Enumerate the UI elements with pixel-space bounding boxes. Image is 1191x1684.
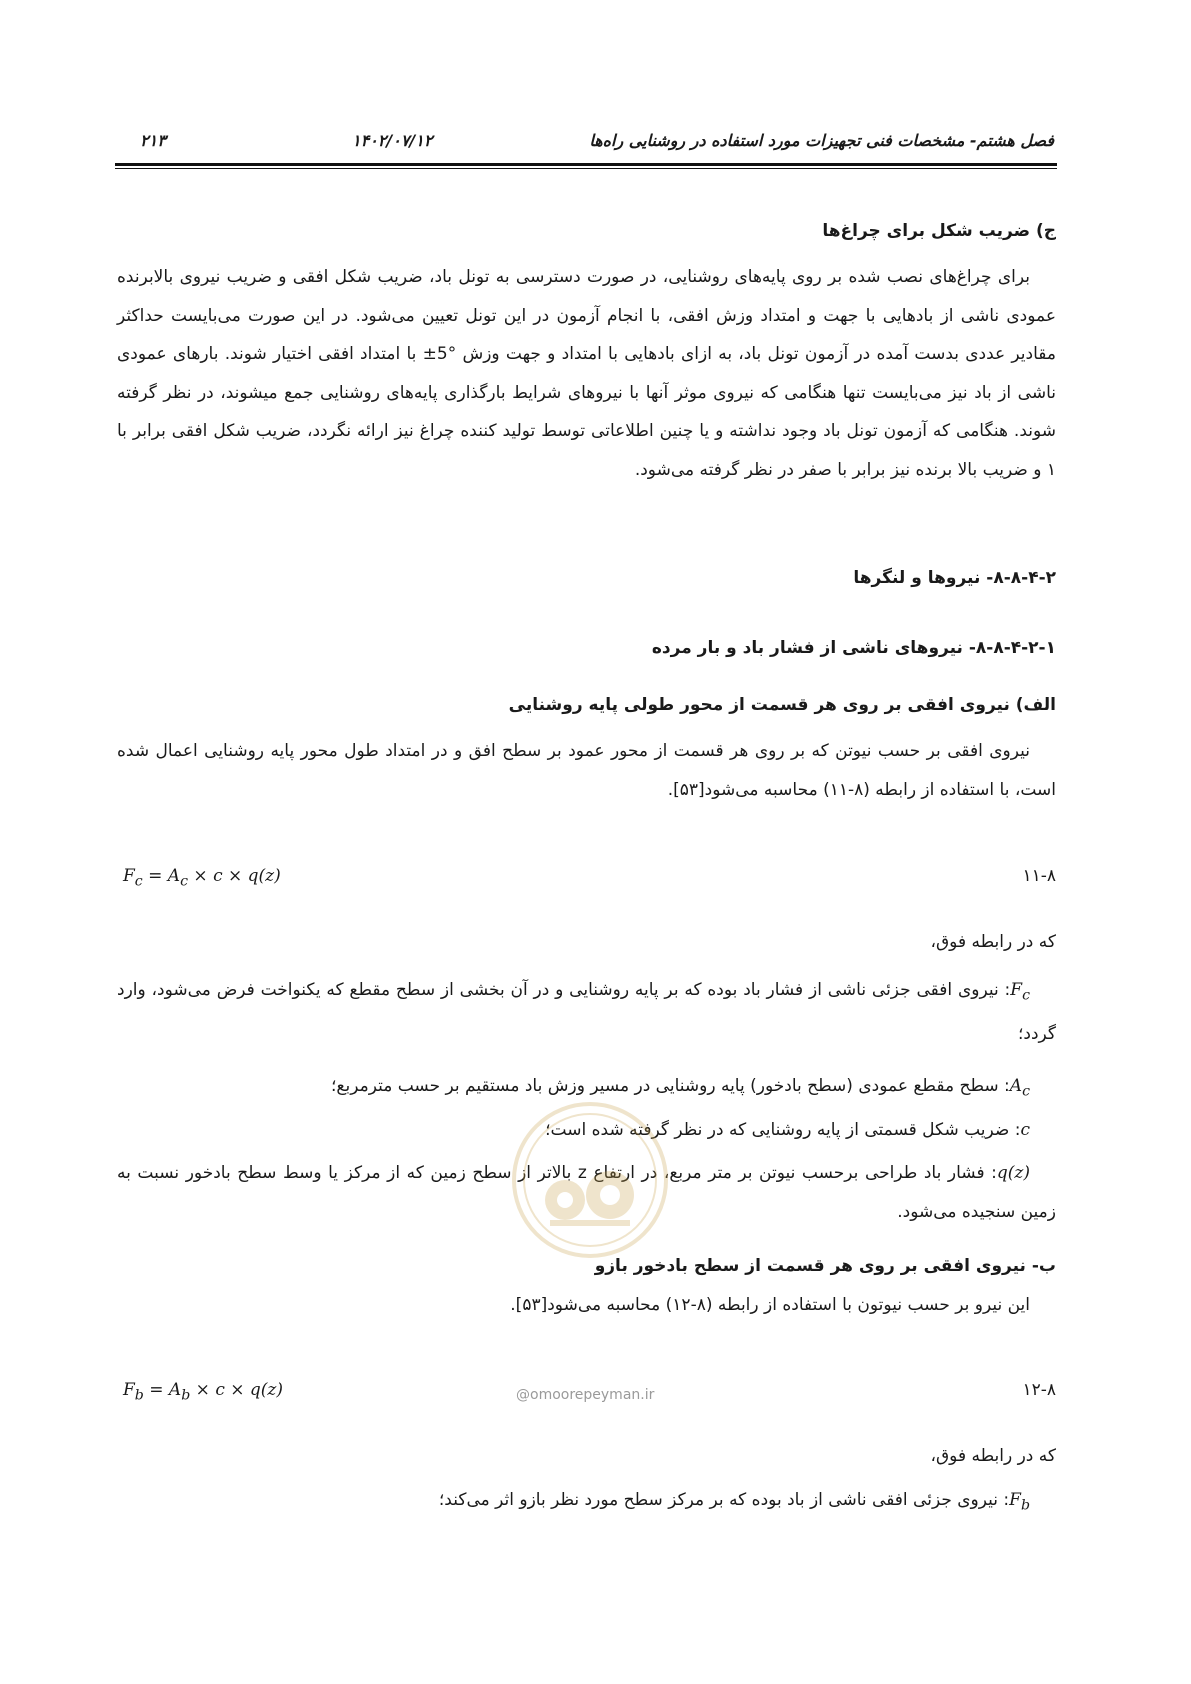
definition-fb [439,1490,1056,1513]
equation-11-area: A [167,866,181,886]
symbol-fb-sub: b [1020,1497,1030,1514]
equation-11-number: ۱۱-۸ [1022,866,1056,886]
part-a-paragraph: نیروی افقی بر حسب نیوتن که بر روی هر قسمت از محور عمود بر سطح افق و در امتداد طول محور پایه روشنایی اعمال شده است، با استفاده از رابطه (۸-۱۱) محاسبه می‌شود[۵۳]. [117,741,1056,800]
equation-11-area-sub: c [180,873,189,890]
equation-12-area-sub: b [181,1387,191,1404]
section-8-8-4-2-1-heading: ۸-۸-۴-۲-۱- نیروهای ناشی از فشار باد و بار مرده [651,638,1056,658]
definition-qz-text: : فشار باد طراحی برحسب نیوتن بر متر مربع، در ارتفاع z بالاتر از سطح زمین که از مرکز یا وسط سطح بادخور نسبت به زمین سنجیده می‌شود. [117,1163,1056,1222]
equation-11-8: $F_c = A_c \times c \times q(z)$ [123,866,281,890]
definition-c-text: : ضریب شکل قسمتی از پایه روشنایی که در نظر گرفته شده است؛ [545,1120,1021,1140]
symbol-qz: q(z) [996,1163,1030,1183]
equation-11-lhs: F [123,866,135,886]
part-b-paragraph: این نیرو بر حسب نیوتون با استفاده از رابطه (۸-۱۲) محاسبه می‌شود[۵۳]. [510,1295,1030,1315]
equation-12-lhs: F [123,1380,135,1400]
watermark-logo [510,1100,670,1260]
section-8-8-4-2-heading: ۸-۸-۴-۲- نیروها و لنگرها [853,568,1056,588]
symbol-ac: A [1009,1076,1023,1096]
watermark-text: @omoorepeyman.ir [516,1387,655,1403]
symbol-fc-sub: c [1022,987,1030,1004]
equation-12-area: A [168,1380,182,1400]
where-text-2: که در رابطه فوق، [930,1446,1056,1466]
equation-11-rest: × c × q(z) [188,866,281,886]
header-date: ۱۴۰۲/۰۷/۱۲ [352,131,433,150]
definition-fc [117,971,1056,1053]
section-c-paragraph: برای چراغ‌های نصب شده بر روی پایه‌های روشنایی، در صورت دسترسی به تونل باد، ضریب شکل افقی و ضریب نیروی بالابرنده عمودی ناشی از بادهایی با جهت و امتداد وزش افقی، با انجام آزمون در این تونل تعیین می‌شود. در این صورت می‌بایست حداکثر مقادیر عددی بدست آمده در آزمون تونل باد، به ازای بادهایی با امتداد و جهت وزش °5± با امتداد افقی اختیار شوند. بارهای عمودی ناشی از باد نیز می‌بایست تنها هنگامی که نیروی موثر آنها با نیروهای شرایط بارگذاری پایه‌های روشنایی جمع میشوند، در نظر گرفته شوند. هنگامی که آزمون تونل باد وجود نداشته و یا چنین اطلاعاتی توسط تولید کننده چراغ نیز ارائه نگردد، ضریب شکل افقی برابر با ۱ و ضریب بالا برنده نیز برابر با صفر در نظر گرفته می‌شود. [117,267,1056,480]
equation-11-lhs-sub: c [134,873,143,890]
equation-12-rest: × c × q(z) [190,1380,283,1400]
header-rule-thick [115,163,1057,166]
definition-ac [331,1076,1056,1099]
symbol-ac-sub: c [1022,1083,1030,1100]
definition-ac-text: : سطح مقطع عمودی (سطح بادخور) پایه روشنایی در مسیر وزش باد مستقیم بر حسب مترمربع؛ [331,1076,1010,1096]
header-chapter-title: فصل هشتم- مشخصات فنی تجهیزات مورد استفاده در روشنایی راه‌ها [589,131,1054,150]
symbol-fb: F [1009,1490,1021,1510]
header-rule-thin [115,168,1057,169]
header-page-number: ۲۱۳ [140,131,166,150]
definition-fc-text: : نیروی افقی جزئی ناشی از فشار باد بوده که بر پایه روشنایی و در آن بخشی از سطح مقطع که یکنواخت فرض می‌شود، وارد گردد؛ [117,980,1056,1044]
symbol-c: c [1020,1120,1030,1140]
definition-fb-text: : نیروی جزئی افقی ناشی از باد بوده که بر مرکز سطح مورد نظر بازو اثر می‌کند؛ [438,1490,1010,1510]
symbol-fc: F [1010,980,1023,1000]
part-a-heading: الف) نیروی افقی بر روی هر قسمت از محور طولی پایه روشنایی [508,695,1056,715]
section-c-heading: ج) ضریب شکل برای چراغ‌ها [822,221,1056,241]
equation-12-8: $F_b = A_b \times c \times q(z)$ [123,1380,283,1404]
equation-12-number: ۱۲-۸ [1022,1380,1056,1400]
where-text-1: که در رابطه فوق، [930,932,1056,952]
part-b-heading: ب- نیروی افقی بر روی هر قسمت از سطح بادخور بازو [594,1256,1056,1276]
equation-12-lhs-sub: b [134,1387,144,1404]
